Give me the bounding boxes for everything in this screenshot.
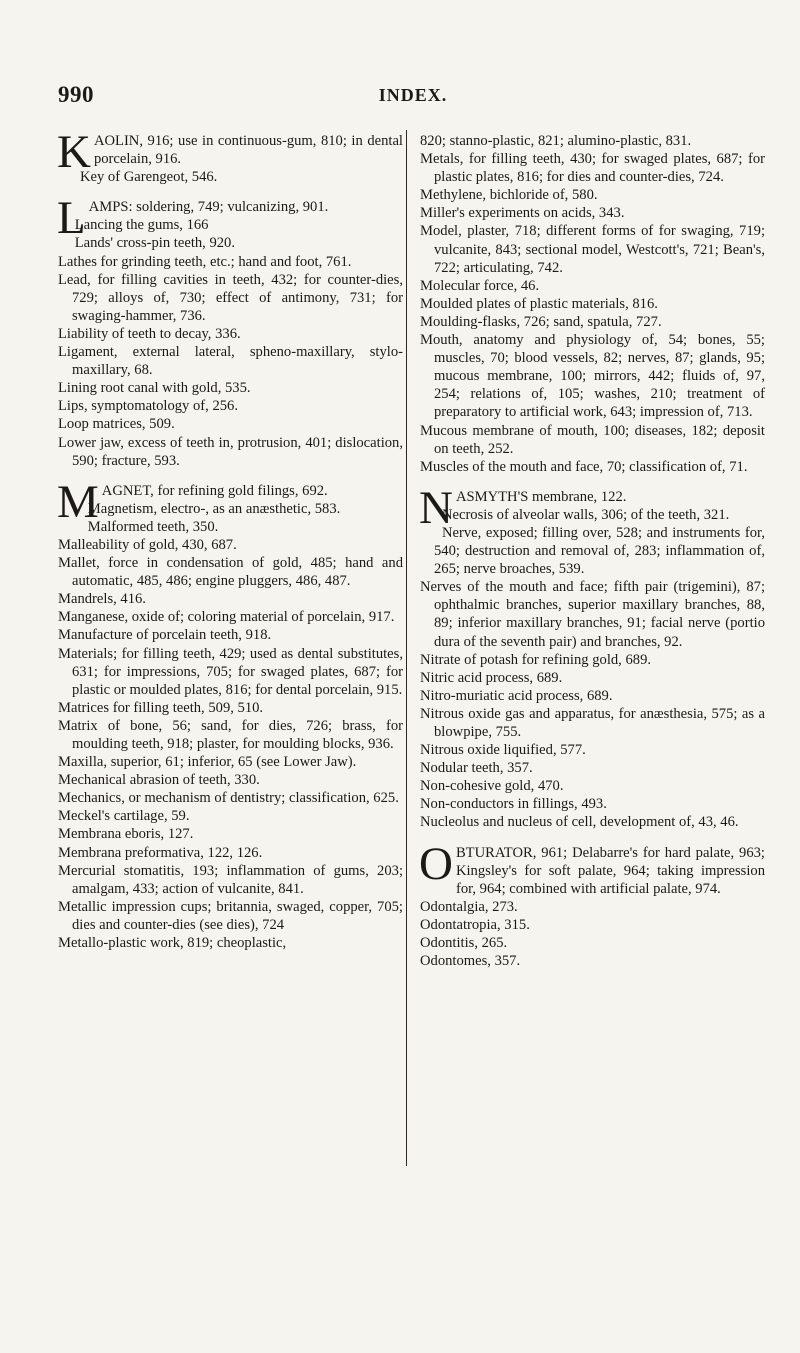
index-entry: Materials; for filling teeth, 429; used as dental substitutes, 631; for impressions, 705; for swaged plates, 687; for plastic or moulded plates, 816; for dental porcelain, 915. <box>58 645 403 698</box>
index-entry: Mouth, anatomy and physiology of, 54; bones, 55; muscles, 70; blood vessels, 82; nerves, 87; glands, 95; mucous membrane, 100; mirrors, 442; fluids of, 97, 254; relations of, 105; washes, 210; treatment of preparatory to artificial work, 643; impression of, 713. <box>420 332 765 421</box>
index-entry: Lower jaw, excess of teeth in, protrusion, 401; dislocation, 590; fracture, 593. <box>58 434 403 469</box>
drop-cap-letter: N <box>419 481 453 534</box>
index-entry-text: BTURATOR, 961; Delabarre's for hard palate, 963; Kingsley's for soft palate, 964; taking impression for, 964; combined with artificial palate, 974. <box>455 844 765 897</box>
index-entry: Mandrels, 416. <box>58 591 146 608</box>
drop-cap-letter: L <box>57 192 86 245</box>
index-entry: Nodular teeth, 357. <box>420 760 533 777</box>
index-entry: Lining root canal with gold, 535. <box>58 380 251 397</box>
drop-cap-letter: K <box>57 126 91 178</box>
index-entry: Molecular force, 46. <box>420 277 540 294</box>
page-title: INDEX. <box>378 85 448 105</box>
index-entry: Mechanics, or mechanism of dentistry; classification, 625. <box>58 790 399 807</box>
index-entry: Lead, for filling cavities in teeth, 432; for counter-dies, 729; alloys of, 730; effect of antimony, 731; for swaging-hammer, 736. <box>58 271 403 324</box>
index-entry: Odontitis, 265. <box>420 935 508 952</box>
index-entry: Necrosis of alveolar walls, 306; of the teeth, 321. <box>441 506 730 523</box>
index-entry-text: AGNET, for refining gold filings, 692. <box>101 482 328 499</box>
index-entry: Membrana preformativa, 122, 126. <box>58 844 263 861</box>
index-entry: Muscles of the mouth and face, 70; classification of, 71. <box>420 458 748 475</box>
index-entry: Mercurial stomatitis, 193; inflammation of gums, 203; amalgam, 433; action of vulcanite, 841. <box>58 862 403 897</box>
drop-cap-letter: O <box>419 837 453 890</box>
index-entry: Lathes for grinding teeth, etc.; hand and foot, 761. <box>58 253 352 270</box>
index-entry: Nerve, exposed; filling over, 528; and instruments for, 540; destruction and removal of, 283; inflammation of, 265; nerve broaches, 539. <box>434 524 765 578</box>
index-entry: Metallo-plastic work, 819; cheoplastic, <box>58 935 287 952</box>
index-entry: Meckel's cartilage, 59. <box>58 808 190 825</box>
page-header <box>58 82 768 112</box>
index-entry: Key of Garengeot, 546. <box>79 169 218 186</box>
left-column <box>57 126 403 952</box>
letter-section-lead <box>419 837 765 898</box>
index-entry: Moulding-flasks, 726; sand, spatula, 727. <box>420 313 662 330</box>
index-entry: Nerves of the mouth and face; fifth pair (trigemini), 87; ophthalmic branches, superior maxillary branches, 88, 89; inferior maxillary branches, 91; facial nerve (portio dura of the seventh pair) and branches, 92. <box>420 579 765 650</box>
index-entry: Nitrous oxide liquified, 577. <box>420 742 586 759</box>
index-entry: Nitric acid process, 689. <box>420 669 563 686</box>
index-entry: Metallic impression cups; britannia, swaged, copper, 705; dies and counter-dies (see dies), 724 <box>58 898 403 933</box>
column-divider <box>406 130 407 1166</box>
index-entry: 820; stanno-plastic, 821; alumino-plastic, 831. <box>420 133 692 149</box>
index-entry-text: AMPS: soldering, 749; vulcanizing, 901. <box>88 199 329 216</box>
index-entry: Odontatropia, 315. <box>420 916 530 933</box>
index-entry: Non-conductors in fillings, 493. <box>420 796 607 813</box>
index-entry: Lips, symptomatology of, 256. <box>58 398 238 415</box>
index-entry: Metals, for filling teeth, 430; for swaged plates, 687; for plastic plates, 816; for dies and counter-dies, 724. <box>420 151 765 186</box>
index-entry: Odontomes, 357. <box>420 953 521 970</box>
index-entry: Malformed teeth, 350. <box>87 518 219 535</box>
index-entry: Manufacture of porcelain teeth, 918. <box>58 627 272 644</box>
index-entry: Nitrate of potash for refining gold, 689. <box>420 651 652 668</box>
index-entry: Ligament, external lateral, spheno-maxillary, stylo-maxillary, 68. <box>58 344 403 379</box>
index-entry: Nucleolus and nucleus of cell, development of, 43, 46. <box>420 814 739 831</box>
index-entry: Mechanical abrasion of teeth, 330. <box>58 772 260 789</box>
right-column <box>420 132 765 970</box>
index-entry: Lands' cross-pin teeth, 920. <box>74 235 236 252</box>
index-entry: Maxilla, superior, 61; inferior, 65 (see Lower Jaw). <box>58 754 357 771</box>
index-entry: Membrana eboris, 127. <box>58 826 194 843</box>
index-entry: Matrix of bone, 56; sand, for dies, 726; brass, for moulding teeth, 918; plaster, for moulding blocks, 936. <box>58 717 403 752</box>
index-entry: Methylene, bichloride of, 580. <box>420 187 598 204</box>
index-entry: Mucous membrane of mouth, 100; diseases, 182; deposit on teeth, 252. <box>420 422 765 457</box>
index-entry: Model, plaster, 718; different forms of for swaging, 719; vulcanite, 843; sectional model, Westcott's, 721; Bean's, 722; articulating, 742. <box>420 223 765 276</box>
index-entry: Nitro-muriatic acid process, 689. <box>420 687 613 704</box>
index-entry: Miller's experiments on acids, 343. <box>420 205 625 222</box>
index-entry-text: ASMYTH'S membrane, 122. <box>455 488 627 505</box>
index-entry: Loop matrices, 509. <box>58 416 175 433</box>
index-entry: Odontalgia, 273. <box>420 898 518 915</box>
index-entry: Malleability of gold, 430, 687. <box>58 536 237 553</box>
page-number: 990 <box>58 82 94 107</box>
index-entry: Liability of teeth to decay, 336. <box>58 325 241 342</box>
index-entry: Magnetism, electro-, as an anæsthetic, 583. <box>87 500 341 517</box>
index-entry: Non-cohesive gold, 470. <box>420 778 564 795</box>
index-entry: Nitrous oxide gas and apparatus, for anæsthesia, 575; as a blowpipe, 755. <box>420 705 765 740</box>
drop-cap-letter: M <box>57 475 99 528</box>
index-entry: Moulded plates of plastic materials, 816. <box>420 295 658 312</box>
index-entry: Matrices for filling teeth, 509, 510. <box>58 699 264 716</box>
index-entry: Lancing the gums, 166 <box>74 217 209 234</box>
index-entry-text: AOLIN, 916; use in continuous-gum, 810; in dental porcelain, 916. <box>93 133 403 168</box>
index-entry: Mallet, force in condensation of gold, 485; hand and automatic, 485, 486; engine pluggers, 486, 487. <box>58 555 403 590</box>
index-entry: Manganese, oxide of; coloring material of porcelain, 917. <box>58 609 395 626</box>
